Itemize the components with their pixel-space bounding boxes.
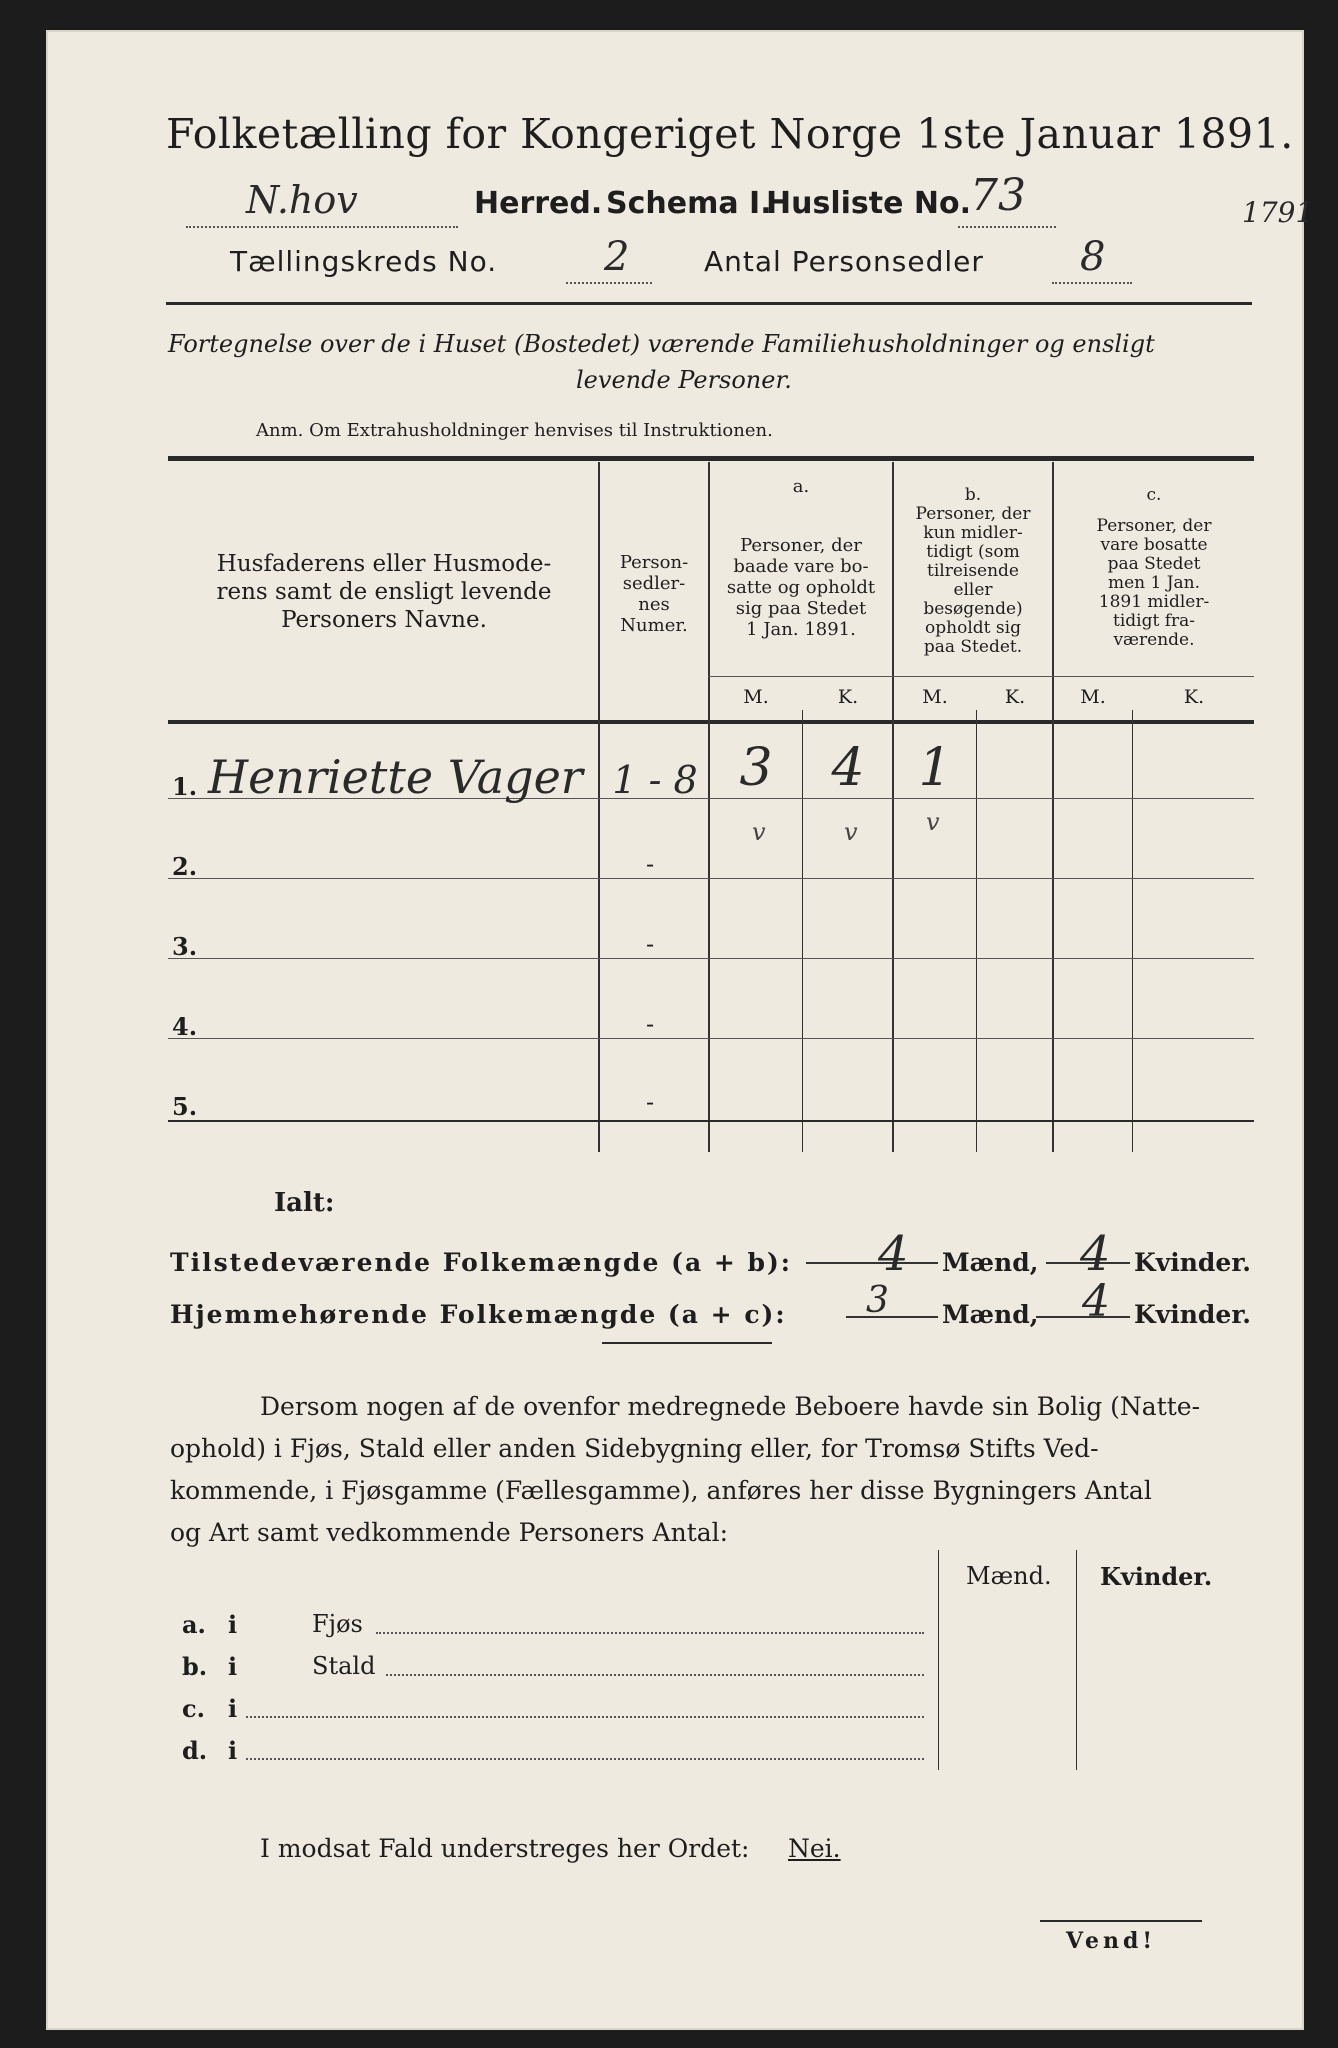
tilstede-kvinder-label: Kvinder. bbox=[1134, 1248, 1251, 1277]
subheader-rule-b bbox=[892, 676, 1052, 677]
husliste-label: Husliste No. bbox=[766, 186, 971, 221]
row-3-numer: - bbox=[646, 930, 655, 958]
sub-a-k: K. bbox=[837, 686, 859, 708]
hjemme-maend-value: 3 bbox=[866, 1280, 889, 1321]
building-row-a-prep: i bbox=[228, 1610, 238, 1639]
row-1-a-k: 4 bbox=[831, 738, 865, 798]
subheader-rule-c bbox=[1052, 676, 1254, 677]
form-title: Folketælling for Kongeriget Norge 1ste Januar 1891. bbox=[166, 110, 1294, 158]
building-row-a-dots bbox=[376, 1618, 924, 1634]
col-line-am-ak bbox=[802, 710, 803, 1152]
intro-line2: levende Personer. bbox=[576, 366, 792, 394]
row-5-numer: - bbox=[646, 1088, 655, 1116]
building-row-b-letter: b. bbox=[182, 1652, 208, 1681]
paragraph-line3: kommende, i Fjøsgamme (Fællesgamme), anføres her disse Bygningers Antal bbox=[170, 1476, 1152, 1505]
col-line-bm-bk bbox=[976, 710, 977, 1152]
tilstede-maend-value: 4 bbox=[878, 1226, 909, 1282]
building-row-b-prep: i bbox=[228, 1652, 238, 1681]
buildings-col-line-2 bbox=[1076, 1550, 1077, 1770]
tilstede-label: Tilstedeværende Folkemængde (a + b): bbox=[170, 1248, 793, 1277]
header-rule bbox=[166, 302, 1252, 305]
header-col-a: a. Personer, der baade vare bo- satte og opholdt sig paa Stedet 1 Jan. 1891. bbox=[726, 476, 876, 640]
tilstede-maend-line bbox=[806, 1262, 938, 1264]
building-row-a-name: Fjøs bbox=[312, 1610, 363, 1638]
tilstede-kvinder-value: 4 bbox=[1080, 1226, 1111, 1282]
nei-word: Nei. bbox=[788, 1834, 841, 1863]
building-row-b-dots bbox=[386, 1660, 924, 1676]
paragraph-line2: ophold) i Fjøs, Stald eller anden Sidebygning eller, for Tromsø Stifts Ved- bbox=[170, 1434, 1099, 1463]
table-top-rule bbox=[168, 456, 1254, 461]
col-line-cm-ck bbox=[1132, 710, 1133, 1152]
row-1-b-m-check: v bbox=[926, 808, 940, 836]
building-row-a-letter: a. bbox=[182, 1610, 206, 1639]
row-2-line bbox=[168, 878, 1254, 879]
header-col-b: b. Personer, der kun midler- tidigt (som tilreisende eller besøgende) opholdt sig paa Stedet. bbox=[915, 485, 1031, 657]
row-1-a-m-check: v bbox=[752, 818, 766, 846]
building-row-d-dots bbox=[246, 1744, 924, 1760]
vend-text: Vend! bbox=[1066, 1928, 1157, 1954]
building-row-d-prep: i bbox=[228, 1736, 238, 1765]
row-4-numer: - bbox=[646, 1010, 655, 1038]
sub-c-k: K. bbox=[1183, 686, 1205, 708]
table-header-bottom-rule bbox=[168, 720, 1254, 724]
row-2-number: 2. bbox=[172, 852, 198, 881]
antal-label: Antal Personsedler bbox=[704, 245, 984, 278]
row-1-a-k-check: v bbox=[844, 818, 858, 846]
antal-value: 8 bbox=[1080, 234, 1106, 280]
row-3-line bbox=[168, 958, 1254, 959]
row-5-number: 5. bbox=[172, 1092, 198, 1121]
row-1-number: 1. bbox=[172, 772, 198, 801]
row-1-numer: 1 - 8 bbox=[612, 758, 698, 802]
herred-label: Herred. bbox=[474, 186, 603, 221]
row-1-name: Henriette Vager bbox=[208, 750, 583, 804]
row-1-b-m: 1 bbox=[918, 738, 952, 798]
building-row-c-dots bbox=[246, 1702, 924, 1718]
building-row-b-name: Stald bbox=[312, 1652, 376, 1680]
hjemme-kvinder-value: 4 bbox=[1082, 1276, 1110, 1327]
kreds-label: Tællingskreds No. bbox=[230, 245, 498, 278]
buildings-maend-header: Mænd. bbox=[966, 1562, 1052, 1590]
husliste-value: 73 bbox=[970, 170, 1026, 221]
sub-b-k: K. bbox=[1004, 686, 1026, 708]
schema-label: Schema I. bbox=[606, 186, 772, 221]
vend-rule bbox=[1040, 1920, 1202, 1922]
row-2-numer: - bbox=[646, 850, 655, 878]
modsat-text: I modsat Fald understreges her Ordet: bbox=[260, 1834, 750, 1863]
intro-line1: Fortegnelse over de i Huset (Bostedet) værende Familiehusholdninger og ensligt bbox=[168, 330, 1155, 358]
table-bottom-rule bbox=[168, 1120, 1254, 1122]
buildings-col-line-1 bbox=[938, 1550, 939, 1770]
row-4-line bbox=[168, 1038, 1254, 1039]
ialt-label: Ialt: bbox=[274, 1188, 335, 1218]
census-form-page bbox=[46, 30, 1314, 2030]
hjemme-maend-line bbox=[846, 1316, 938, 1318]
sub-b-m: M. bbox=[922, 686, 948, 708]
hjemme-kvinder-label: Kvinder. bbox=[1134, 1300, 1251, 1329]
buildings-kvinder-header: Kvinder. bbox=[1100, 1562, 1213, 1591]
separator-line bbox=[602, 1342, 772, 1344]
header-names: Husfaderens eller Husmode- rens samt de ensligt levende Personers Navne. bbox=[216, 551, 552, 633]
kreds-value: 2 bbox=[604, 234, 630, 280]
row-3-number: 3. bbox=[172, 932, 198, 961]
herred-value: N.hov bbox=[246, 178, 358, 222]
anm-note: Anm. Om Extrahusholdninger henvises til Instruktionen. bbox=[256, 420, 773, 441]
tilstede-maend-label: Mænd, bbox=[942, 1248, 1039, 1277]
building-row-c-prep: i bbox=[228, 1694, 238, 1723]
header-col-c: c. Personer, der vare bosatte paa Stedet men 1 Jan. 1891 midler- tidigt fra- værende. bbox=[1096, 485, 1212, 650]
header-numer: Person- sedler- nes Numer. bbox=[619, 552, 689, 636]
paragraph-line4: og Art samt vedkommende Personers Antal: bbox=[170, 1518, 729, 1547]
sub-a-m: M. bbox=[743, 686, 769, 708]
row-1-a-m: 3 bbox=[739, 738, 773, 798]
row-4-number: 4. bbox=[172, 1012, 198, 1041]
margin-note: 1791 bbox=[1242, 196, 1314, 229]
hjemme-maend-label: Mænd, bbox=[942, 1300, 1039, 1329]
building-row-c-letter: c. bbox=[182, 1694, 205, 1723]
sub-c-m: M. bbox=[1080, 686, 1106, 708]
col-line-1 bbox=[598, 462, 600, 1152]
paragraph-line1: Dersom nogen af de ovenfor medregnede Beboere havde sin Bolig (Natte- bbox=[260, 1392, 1201, 1421]
subheader-rule-a bbox=[708, 676, 892, 677]
building-row-d-letter: d. bbox=[182, 1736, 208, 1765]
hjemme-label: Hjemmehørende Folkemængde (a + c): bbox=[170, 1300, 787, 1329]
